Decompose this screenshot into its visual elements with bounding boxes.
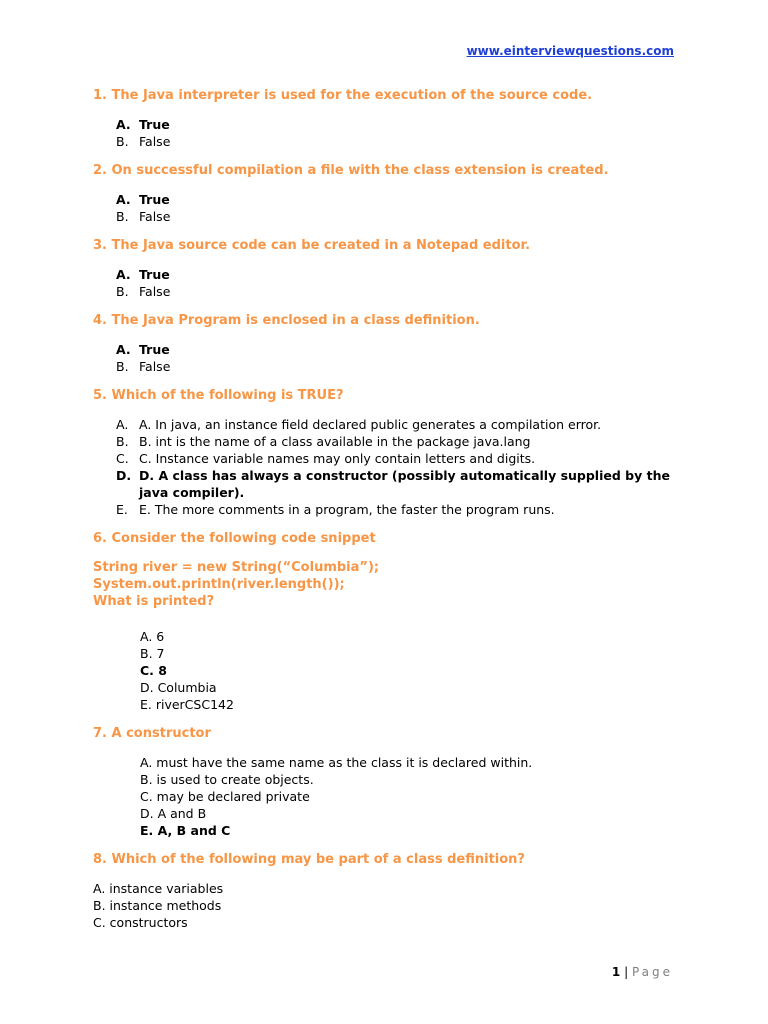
option-correct: E. A, B and C [140, 823, 231, 838]
question-8-options [93, 880, 683, 931]
option: B. instance methods [93, 898, 222, 913]
option-correct: C. 8 [140, 663, 167, 678]
option: D. A and B [140, 806, 207, 821]
question-7-options [93, 754, 683, 839]
footer-separator: | [624, 965, 629, 979]
option: A. instance variables [93, 881, 224, 896]
question-5: 5. Which of the following is TRUE? [93, 388, 344, 403]
question-5-options [93, 416, 683, 518]
option: B. 7 [140, 646, 165, 661]
question-3-options [93, 266, 683, 300]
option: B. False [116, 359, 171, 374]
page-label: Page [631, 965, 673, 979]
option: E. E. The more comments in a program, the faster the program runs. [116, 502, 555, 517]
option-correct: A. True [116, 342, 170, 357]
option: E. riverCSC142 [140, 697, 234, 712]
option: C. constructors [93, 915, 188, 930]
option: B. False [116, 209, 171, 224]
option-correct: A. True [116, 117, 170, 132]
question-1-options [93, 116, 683, 150]
option: D. Columbia [140, 680, 217, 695]
question-1: 1. The Java interpreter is used for the execution of the source code. [93, 88, 593, 103]
option: A. must have the same name as the class it is declared within. [140, 755, 533, 770]
option: B. False [116, 134, 171, 149]
option: C. C. Instance variable names may only contain letters and digits. [116, 451, 536, 466]
question-4-options [93, 341, 683, 375]
question-8: 8. Which of the following may be part of a class definition? [93, 852, 525, 867]
question-7: 7. A constructor [93, 726, 211, 741]
question-6: 6. Consider the following code snippet [93, 531, 376, 546]
page-number: 1 [611, 965, 621, 979]
question-4: 4. The Java Program is enclosed in a class definition. [93, 313, 480, 328]
code-line-1: String river = new String(“Columbia”); [93, 560, 380, 575]
option: C. may be declared private [140, 789, 310, 804]
question-3: 3. The Java source code can be created in a Notepad editor. [93, 238, 531, 253]
option-correct: A. True [116, 192, 170, 207]
option: A. A. In java, an instance field declared public generates a compilation error. [116, 417, 602, 432]
question-2-options [93, 191, 683, 225]
code-line-2: System.out.println(river.length()); [93, 577, 345, 592]
option: B. B. int is the name of a class available in the package java.lang [116, 434, 531, 449]
question-6-options [93, 628, 683, 713]
option-correct: A. True [116, 267, 170, 282]
option: A. 6 [140, 629, 165, 644]
question-list [93, 87, 683, 931]
header-website-link[interactable]: www.einterviewquestions.com [466, 44, 674, 58]
option: B. is used to create objects. [140, 772, 314, 787]
option-correct: D. D. A class has always a constructor (possibly automatically supplied by the java compiler). [116, 468, 670, 500]
option: B. False [116, 284, 171, 299]
code-prompt: What is printed? [93, 594, 215, 609]
code-snippet [93, 559, 683, 610]
question-2: 2. On successful compilation a file with the class extension is created. [93, 163, 609, 178]
page-footer [612, 965, 673, 979]
